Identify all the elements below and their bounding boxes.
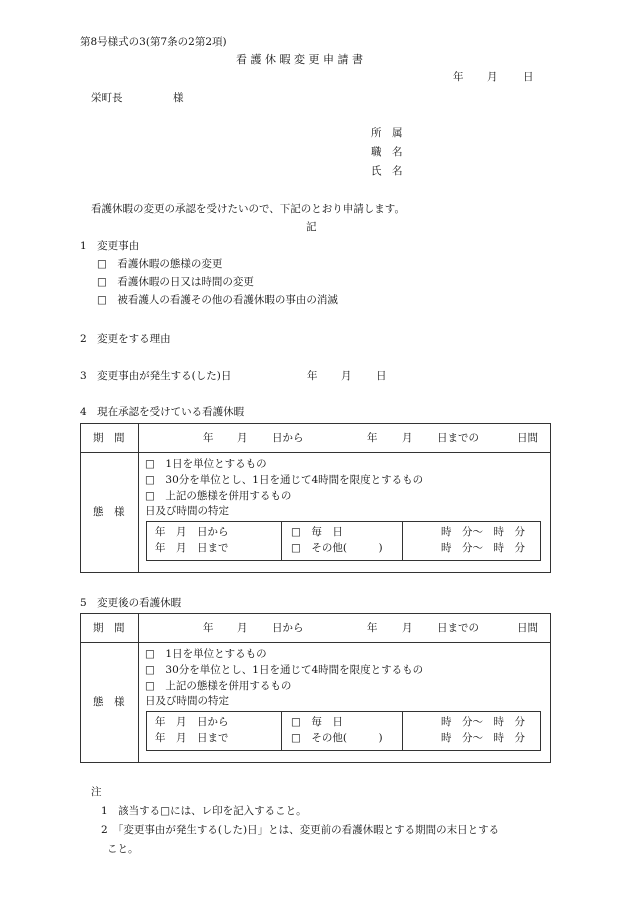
applicant-position: 職 名 bbox=[371, 146, 403, 158]
period-month-end: 月 bbox=[402, 622, 413, 634]
other-option: □ その他( ) bbox=[291, 732, 383, 744]
intro-text: 看護休暇の変更の承認を受けたいので、下記のとおり申請します。 bbox=[91, 203, 405, 215]
section2-heading: 2 変更をする理由 bbox=[80, 333, 171, 345]
period-days: 日間 bbox=[517, 432, 538, 444]
section1-option: □ 看護休暇の日又は時間の変更 bbox=[97, 276, 254, 288]
section3-day: 日 bbox=[376, 370, 387, 382]
mode-option: □ 上記の態様を併用するもの bbox=[145, 490, 292, 502]
section3-heading: 3 変更事由が発生する(した)日 bbox=[80, 370, 232, 382]
period-from: 日から bbox=[272, 622, 304, 634]
every-day-option: □ 毎 日 bbox=[291, 716, 343, 728]
period-row bbox=[81, 424, 550, 453]
note-item: 1 該当する□には、レ印を記入すること。 bbox=[101, 805, 307, 817]
ki-label: 記 bbox=[306, 221, 317, 233]
time-range: 時 分～ 時 分 bbox=[441, 526, 525, 538]
period-from: 日から bbox=[272, 432, 304, 444]
period-until: 日までの bbox=[437, 622, 479, 634]
period-year: 年 bbox=[203, 432, 214, 444]
period-until: 日までの bbox=[437, 432, 479, 444]
date-month: 月 bbox=[487, 71, 498, 83]
current-leave-table bbox=[80, 423, 551, 573]
time-range: 時 分～ 時 分 bbox=[441, 542, 525, 554]
specify-label: 日及び時間の特定 bbox=[145, 695, 229, 707]
mode-option: □ 上記の態様を併用するもの bbox=[145, 680, 292, 692]
time-range: 時 分～ 時 分 bbox=[441, 716, 525, 728]
section5-heading: 5 変更後の看護休暇 bbox=[80, 597, 182, 609]
specify-box bbox=[146, 711, 541, 751]
period-year: 年 bbox=[203, 622, 214, 634]
specify-to: 年 月 日まで bbox=[155, 732, 229, 744]
form-number: 第8号様式の3(第7条の2第2項) bbox=[80, 36, 227, 48]
note-item: 2 「変更事由が発生する(した)日」とは、変更前の看護休暇とする期間の末日とする bbox=[101, 824, 500, 836]
specify-from: 年 月 日から bbox=[155, 526, 229, 538]
period-row bbox=[81, 614, 550, 643]
applicant-affiliation: 所 属 bbox=[371, 127, 403, 139]
new-leave-table bbox=[80, 613, 551, 763]
section1-option: □ 看護休暇の態様の変更 bbox=[97, 258, 223, 270]
period-month: 月 bbox=[237, 432, 248, 444]
section1-heading: 1 変更事由 bbox=[80, 240, 140, 252]
section3-month: 月 bbox=[341, 370, 352, 382]
other-option: □ その他( ) bbox=[291, 542, 383, 554]
section4-heading: 4 現在承認を受けている看護休暇 bbox=[80, 406, 245, 418]
page-title: 看 護 休 暇 変 更 申 請 書 bbox=[236, 53, 363, 66]
every-day-option: □ 毎 日 bbox=[291, 526, 343, 538]
period-month: 月 bbox=[237, 622, 248, 634]
section3-year: 年 bbox=[307, 370, 318, 382]
mode-option: □ 30分を単位とし、1日を通じて4時間を限度とするもの bbox=[145, 474, 424, 486]
mode-option: □ 1日を単位とするもの bbox=[145, 648, 267, 660]
time-range: 時 分～ 時 分 bbox=[441, 732, 525, 744]
date-day: 日 bbox=[523, 71, 534, 83]
specify-box bbox=[146, 521, 541, 561]
period-days: 日間 bbox=[517, 622, 538, 634]
note-item-continued: こと。 bbox=[107, 843, 139, 855]
period-label: 期 間 bbox=[93, 432, 125, 444]
period-year-end: 年 bbox=[367, 622, 378, 634]
date-year: 年 bbox=[453, 71, 464, 83]
section1-option: □ 被看護人の看護その他の看護休暇の事由の消滅 bbox=[97, 294, 338, 306]
specify-to: 年 月 日まで bbox=[155, 542, 229, 554]
notes-heading: 注 bbox=[91, 786, 102, 798]
mode-option: □ 1日を単位とするもの bbox=[145, 458, 267, 470]
period-month-end: 月 bbox=[402, 432, 413, 444]
specify-from: 年 月 日から bbox=[155, 716, 229, 728]
addressee-honorific: 様 bbox=[173, 92, 184, 104]
period-year-end: 年 bbox=[367, 432, 378, 444]
specify-label: 日及び時間の特定 bbox=[145, 505, 229, 517]
period-label: 期 間 bbox=[93, 622, 125, 634]
applicant-name: 氏 名 bbox=[371, 165, 403, 177]
addressee-name: 栄町長 bbox=[91, 92, 123, 104]
mode-label: 態 様 bbox=[93, 696, 125, 708]
mode-label: 態 様 bbox=[93, 506, 125, 518]
mode-option: □ 30分を単位とし、1日を通じて4時間を限度とするもの bbox=[145, 664, 424, 676]
